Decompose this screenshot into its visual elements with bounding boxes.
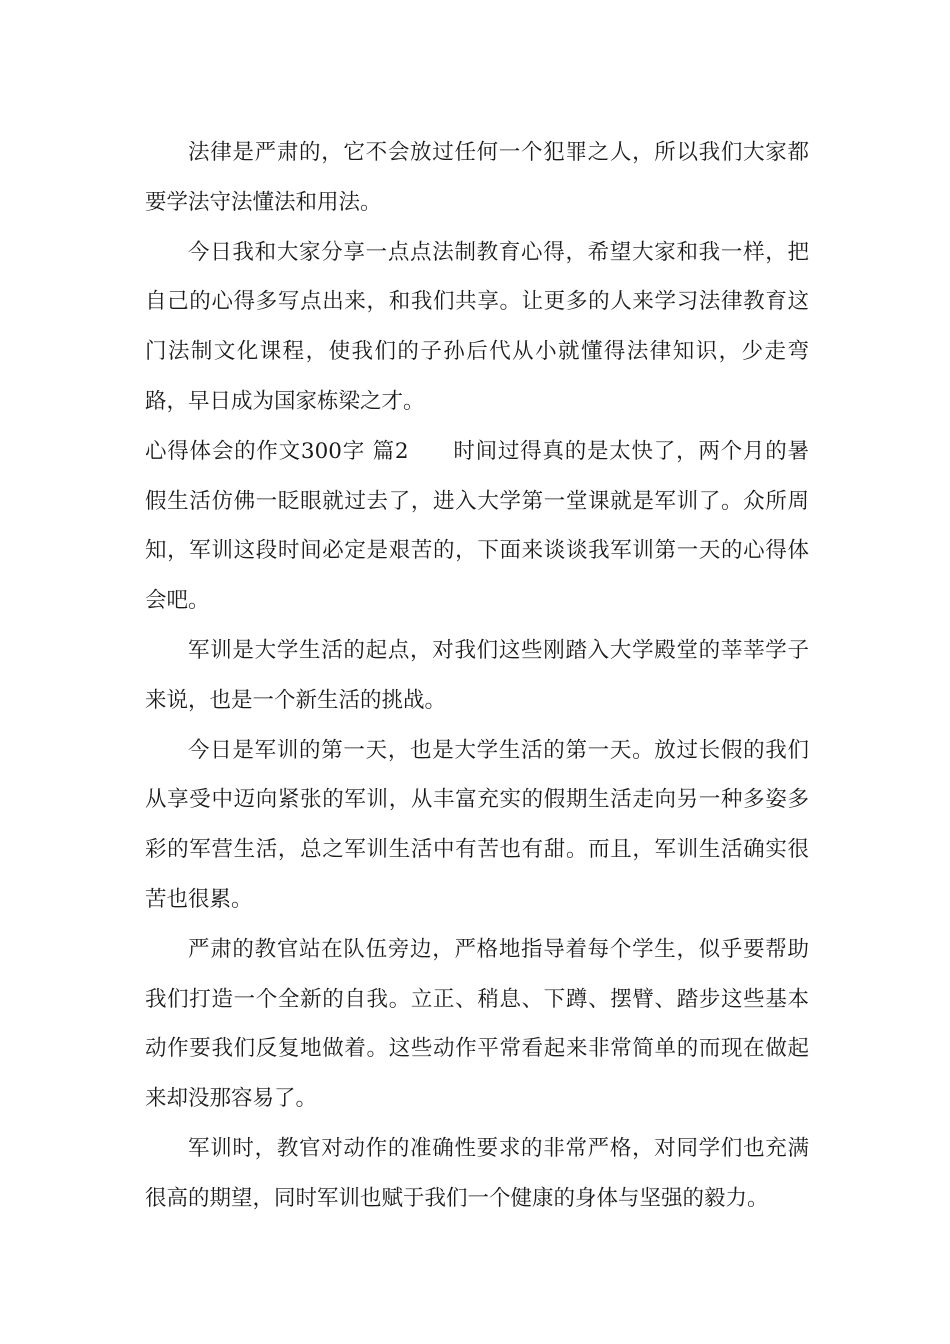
- paragraph-first-day: 今日是军训的第一天，也是大学生活的第一天。放过长假的我们从享受中迈向紧张的军训，从丰富充实的假期生活走向另一种多姿多彩的军营生活，总之军训生活中有苦也有甜。而且，军训生活确实很苦也很累。: [145, 737, 809, 912]
- essay-heading-label: 心得体会的作文300字 篇2: [145, 438, 409, 464]
- essay-heading-paragraph: [145, 427, 809, 626]
- paragraph-law-serious: 法律是严肃的，它不会放过任何一个犯罪之人，所以我们大家都要学法守法懂法和用法。: [145, 140, 809, 215]
- paragraph-military-training-start: 军训是大学生活的起点，对我们这些刚踏入大学殿堂的莘莘学子来说，也是一个新生活的挑战。: [145, 637, 809, 713]
- paragraph-instructor: 严肃的教官站在队伍旁边，严格地指导着每个学生，似乎要帮助我们打造一个全新的自我。立正、稍息、下蹲、摆臂、踏步这些基本动作要我们反复地做着。这些动作平常看起来非常简单的而现在做起来却没那容易了。: [145, 936, 809, 1112]
- paragraph-share-experience: 今日我和大家分享一点点法制教育心得，希望大家和我一样，把自己的心得多写点出来，和我们共享。让更多的人来学习法律教育这门法制文化课程，使我们的子孙后代从小就懂得法律知识，少走弯路，早日成为国家栋梁之才。: [145, 239, 809, 414]
- essay-heading-text: 时间过得真的是太快了，两个月的暑假生活仿佛一眨眼就过去了，进入大学第一堂课就是军训了。众所周知，军训这段时间必定是艰苦的，下面来谈谈我军训第一天的心得体会吧。: [145, 438, 809, 614]
- document-body: [145, 128, 809, 1224]
- paragraph-strict-requirements: 军训时，教官对动作的准确性要求的非常严格，对同学们也充满很高的期望，同时军训也赋于我们一个健康的身体与坚强的毅力。: [145, 1135, 809, 1211]
